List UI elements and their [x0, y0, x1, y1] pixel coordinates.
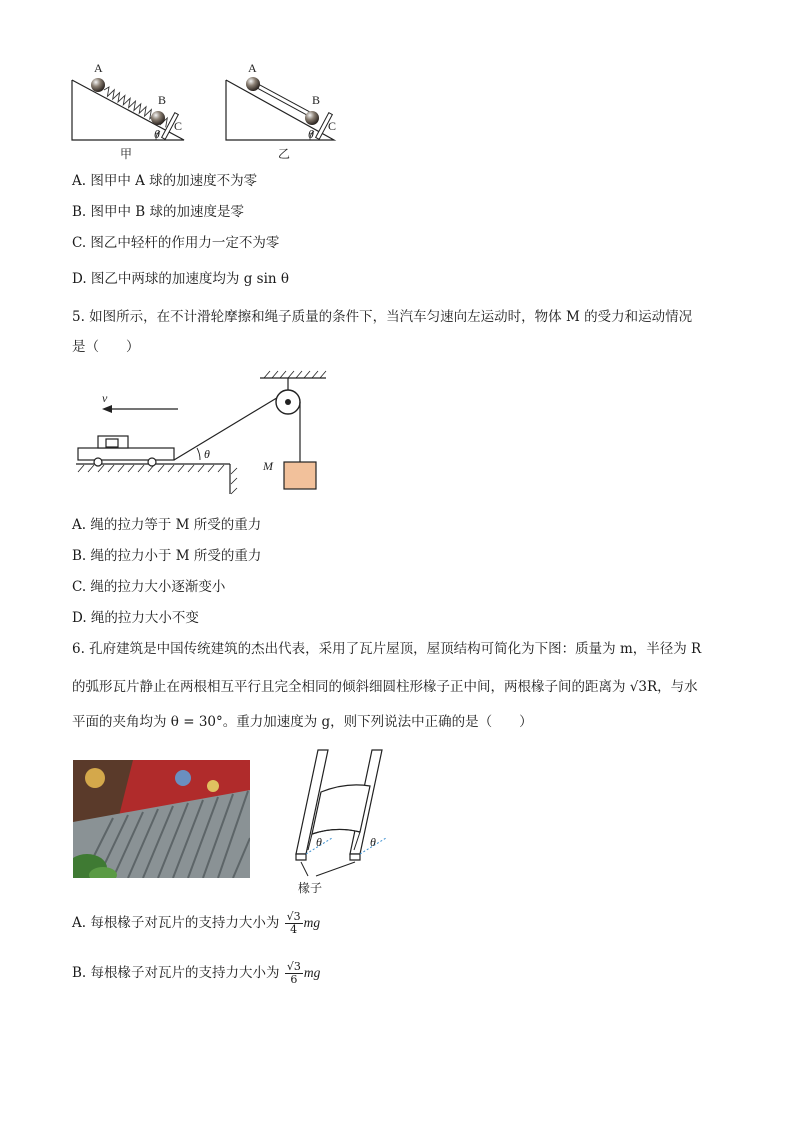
- q5-option-d: D. 绳的拉力大小不变: [72, 610, 199, 626]
- q4-figure: [60, 58, 350, 166]
- q5-figure: [70, 366, 340, 496]
- label-c: C: [328, 119, 337, 133]
- rafter-label: 椽子: [298, 881, 323, 895]
- label-theta: θ: [308, 127, 314, 141]
- label-theta: θ: [154, 127, 160, 141]
- arrow-left-icon: [102, 405, 112, 413]
- truck: [78, 436, 174, 466]
- q6-option-a-text: A. 每根椽子对瓦片的支持力大小为: [72, 915, 280, 931]
- ball-b: [151, 111, 165, 125]
- q6-stem-line2: 的弧形瓦片静止在两根相互平行且完全相同的倾斜细圆柱形椽子正中间，两根椽子间的距离为 √3R，与水: [72, 679, 698, 695]
- fraction-denominator: 4: [290, 923, 298, 936]
- q5-option-c: C. 绳的拉力大小逐渐变小: [72, 579, 226, 595]
- q5-option-a: A. 绳的拉力等于 M 所受的重力: [72, 517, 262, 533]
- q4-option-c: C. 图乙中轻杆的作用力一定不为零: [72, 235, 280, 251]
- q4-option-d: D. 图乙中两球的加速度均为 g sin θ: [72, 271, 290, 287]
- q6-stem-line1: 6. 孔府建筑是中国传统建筑的杰出代表，采用了瓦片屋顶，屋顶结构可简化为下图：质量为 m，半径为 R: [72, 641, 702, 657]
- ground-hatch: [78, 465, 237, 494]
- label-c: C: [174, 119, 183, 133]
- caption-yi: 乙: [278, 147, 291, 161]
- ball-a: [246, 77, 260, 91]
- q6-option-b-text: B. 每根椽子对瓦片的支持力大小为: [72, 965, 280, 981]
- fraction: [285, 911, 303, 936]
- ball-b: [305, 111, 319, 125]
- q5-stem-line2: 是（ ）: [72, 339, 140, 355]
- caption-jia: 甲: [120, 147, 133, 161]
- q5-option-b: B. 绳的拉力小于 M 所受的重力: [72, 548, 262, 564]
- label-theta: θ: [316, 835, 322, 849]
- roof-photo: [73, 760, 250, 878]
- q6-stem-line3: 平面的夹角均为 θ = 30°。重力加速度为 g，则下列说法中正确的是（ ）: [72, 714, 533, 730]
- q6-option-b-unit: mg: [303, 965, 321, 980]
- q4-option-a: A. 图甲中 A 球的加速度不为零: [72, 173, 258, 189]
- fraction-numerator: √3: [286, 910, 301, 923]
- label-v: v: [102, 391, 108, 405]
- fraction: [285, 961, 303, 986]
- ball-a: [91, 78, 105, 92]
- label-a: A: [248, 61, 257, 75]
- label-b: B: [158, 93, 167, 107]
- figure-yi: [226, 61, 336, 161]
- q4-option-b: B. 图甲中 B 球的加速度是零: [72, 204, 245, 220]
- fraction-numerator: √3: [286, 960, 301, 973]
- q5-stem-line1: 5. 如图所示，在不计滑轮摩擦和绳子质量的条件下，当汽车匀速向左运动时，物体 M 的受力和运动情况: [72, 309, 693, 325]
- label-a: A: [94, 61, 103, 75]
- rafter-figure: [288, 742, 398, 902]
- q6-option-a-unit: mg: [303, 915, 321, 930]
- rope: [174, 393, 285, 460]
- q6-option-a: [72, 908, 320, 938]
- label-m: M: [263, 459, 273, 473]
- label-b: B: [312, 93, 321, 107]
- ceiling-hatch: [264, 371, 326, 378]
- label-theta: θ: [204, 447, 210, 461]
- figure-jia: [72, 61, 184, 161]
- tile: [312, 785, 370, 834]
- fraction-denominator: 6: [290, 973, 298, 986]
- q6-option-b: [72, 958, 320, 988]
- label-theta: θ: [370, 835, 376, 849]
- block-m: [284, 462, 316, 489]
